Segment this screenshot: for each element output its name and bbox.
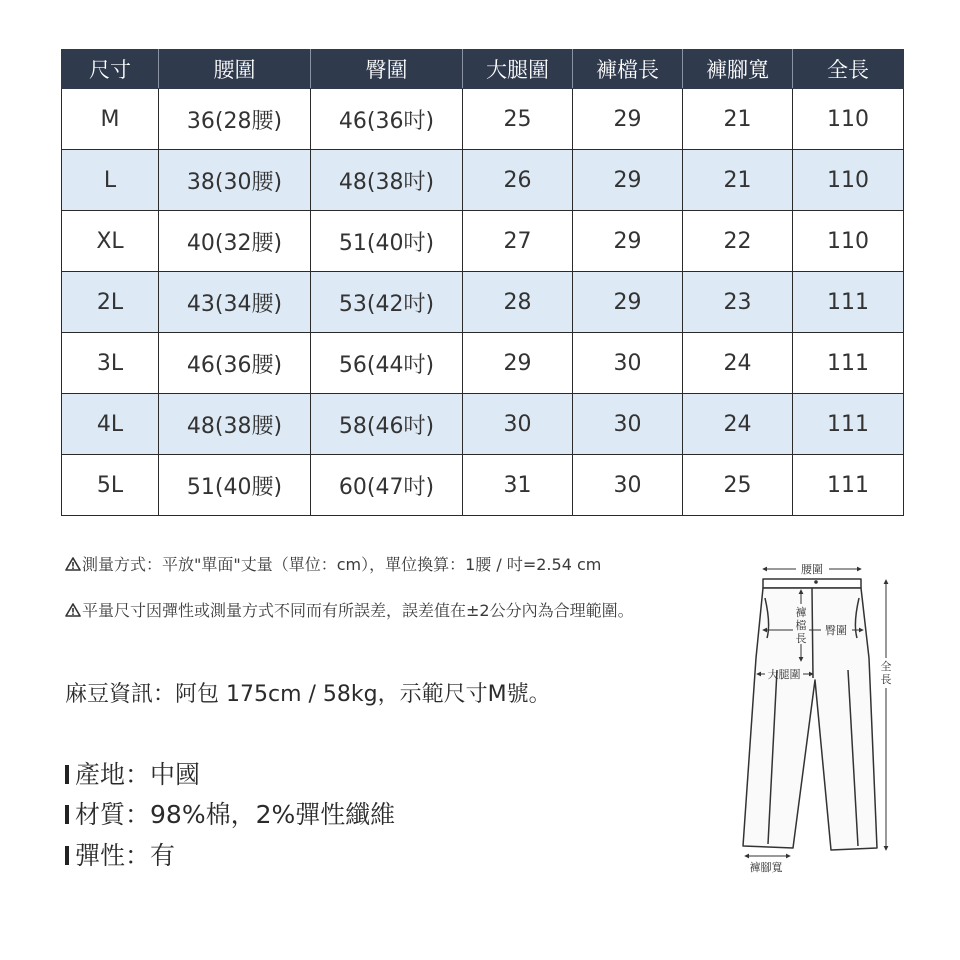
spec-origin — [65, 755, 200, 791]
measurement-cell: 23 — [683, 272, 793, 333]
table-row — [62, 394, 904, 455]
measurement-cell: 48(38吋) — [311, 150, 463, 211]
size-cell: L — [62, 150, 159, 211]
spec-value: 中國 — [150, 760, 201, 789]
bar-bullet-icon — [65, 805, 69, 824]
spec-elasticity — [65, 836, 175, 872]
error-note — [65, 598, 634, 621]
bar-bullet-icon — [65, 765, 69, 784]
measurement-cell: 110 — [793, 211, 904, 272]
rise-label-1: 褲 — [795, 606, 807, 619]
spec-label: 產地 — [75, 760, 126, 789]
spec-separator: ： — [125, 841, 151, 870]
warning-triangle-icon — [65, 603, 81, 617]
measurement-cell: 29 — [573, 150, 683, 211]
hem-label: 褲腳寬 — [749, 861, 783, 874]
warning-triangle-icon — [65, 557, 81, 571]
measurement-cell: 22 — [683, 211, 793, 272]
thigh-label: 大腿圍 — [767, 668, 801, 681]
measurement-cell: 40(32腰) — [159, 211, 311, 272]
measurement-cell: 36(28腰) — [159, 89, 311, 150]
size-cell: XL — [62, 211, 159, 272]
measurement-cell: 110 — [793, 89, 904, 150]
total-label-1: 全 — [880, 660, 892, 673]
measurement-cell: 111 — [793, 394, 904, 455]
table-row — [62, 455, 904, 516]
size-cell: 2L — [62, 272, 159, 333]
measurement-cell: 30 — [573, 333, 683, 394]
measurement-cell: 25 — [683, 455, 793, 516]
pants-outline — [743, 579, 877, 850]
pants-measurement-diagram — [735, 558, 905, 880]
measurement-cell: 24 — [683, 394, 793, 455]
rise-label-2: 檔 — [795, 619, 807, 632]
spec-label: 彈性 — [75, 841, 126, 870]
measurement-cell: 111 — [793, 272, 904, 333]
bar-bullet-icon — [65, 846, 69, 865]
measurement-cell: 46(36腰) — [159, 333, 311, 394]
measurement-cell: 27 — [463, 211, 573, 272]
spec-value: 98%棉，2%彈性纖維 — [150, 800, 396, 829]
waist-label: 腰圍 — [801, 563, 823, 576]
measurement-cell: 29 — [573, 211, 683, 272]
measure-method-note — [65, 552, 601, 575]
measurement-cell: 31 — [463, 455, 573, 516]
spec-separator: ： — [125, 800, 151, 829]
measurement-cell: 46(36吋) — [311, 89, 463, 150]
spec-value: 有 — [150, 841, 176, 870]
rise-label-3: 長 — [795, 632, 807, 645]
measurement-cell: 21 — [683, 89, 793, 150]
measurement-cell: 111 — [793, 333, 904, 394]
size-cell: M — [62, 89, 159, 150]
error-note-text: 平量尺寸因彈性或測量方式不同而有所誤差，誤差值在±2公分內為合理範圍。 — [82, 601, 634, 620]
button-dot — [814, 580, 818, 584]
size-cell: 3L — [62, 333, 159, 394]
measurement-cell: 26 — [463, 150, 573, 211]
table-row — [62, 89, 904, 150]
header-row — [62, 50, 904, 89]
size-table-body — [62, 89, 904, 516]
measurement-cell: 58(46吋) — [311, 394, 463, 455]
spec-label: 材質 — [75, 800, 126, 829]
measurement-cell: 56(44吋) — [311, 333, 463, 394]
size-table-header — [62, 50, 904, 89]
measurement-cell: 111 — [793, 455, 904, 516]
measurement-cell: 30 — [463, 394, 573, 455]
size-cell: 4L — [62, 394, 159, 455]
measurement-cell: 51(40腰) — [159, 455, 311, 516]
model-info: 麻豆資訊：阿包 175cm / 58kg，示範尺寸M號。 — [65, 682, 551, 707]
total-label-2: 長 — [880, 673, 892, 686]
measurement-cell: 30 — [573, 455, 683, 516]
measurement-cell: 28 — [463, 272, 573, 333]
measurement-cell: 29 — [573, 89, 683, 150]
column-header: 全長 — [793, 50, 904, 89]
measurement-cell: 38(30腰) — [159, 150, 311, 211]
measurement-cell: 53(42吋) — [311, 272, 463, 333]
column-header: 褲檔長 — [573, 50, 683, 89]
table-row — [62, 150, 904, 211]
size-table — [61, 49, 904, 516]
measurement-cell: 29 — [463, 333, 573, 394]
size-cell: 5L — [62, 455, 159, 516]
table-row — [62, 211, 904, 272]
column-header: 尺寸 — [62, 50, 159, 89]
measurement-cell: 24 — [683, 333, 793, 394]
measurement-cell: 30 — [573, 394, 683, 455]
measurement-cell: 29 — [573, 272, 683, 333]
spec-material — [65, 795, 395, 831]
measurement-cell: 43(34腰) — [159, 272, 311, 333]
column-header: 臀圍 — [311, 50, 463, 89]
column-header: 褲腳寬 — [683, 50, 793, 89]
measurement-cell: 110 — [793, 150, 904, 211]
hip-label: 臀圍 — [825, 624, 847, 637]
measurement-cell: 21 — [683, 150, 793, 211]
measure-method-text: 測量方式：平放"單面"丈量（單位：cm），單位換算：1腰 / 吋=2.54 cm — [82, 555, 602, 574]
table-row — [62, 333, 904, 394]
column-header: 腰圍 — [159, 50, 311, 89]
spec-separator: ： — [125, 760, 151, 789]
measurement-cell: 25 — [463, 89, 573, 150]
measurement-cell: 60(47吋) — [311, 455, 463, 516]
measurement-cell: 48(38腰) — [159, 394, 311, 455]
measurement-cell: 51(40吋) — [311, 211, 463, 272]
table-row — [62, 272, 904, 333]
column-header: 大腿圍 — [463, 50, 573, 89]
